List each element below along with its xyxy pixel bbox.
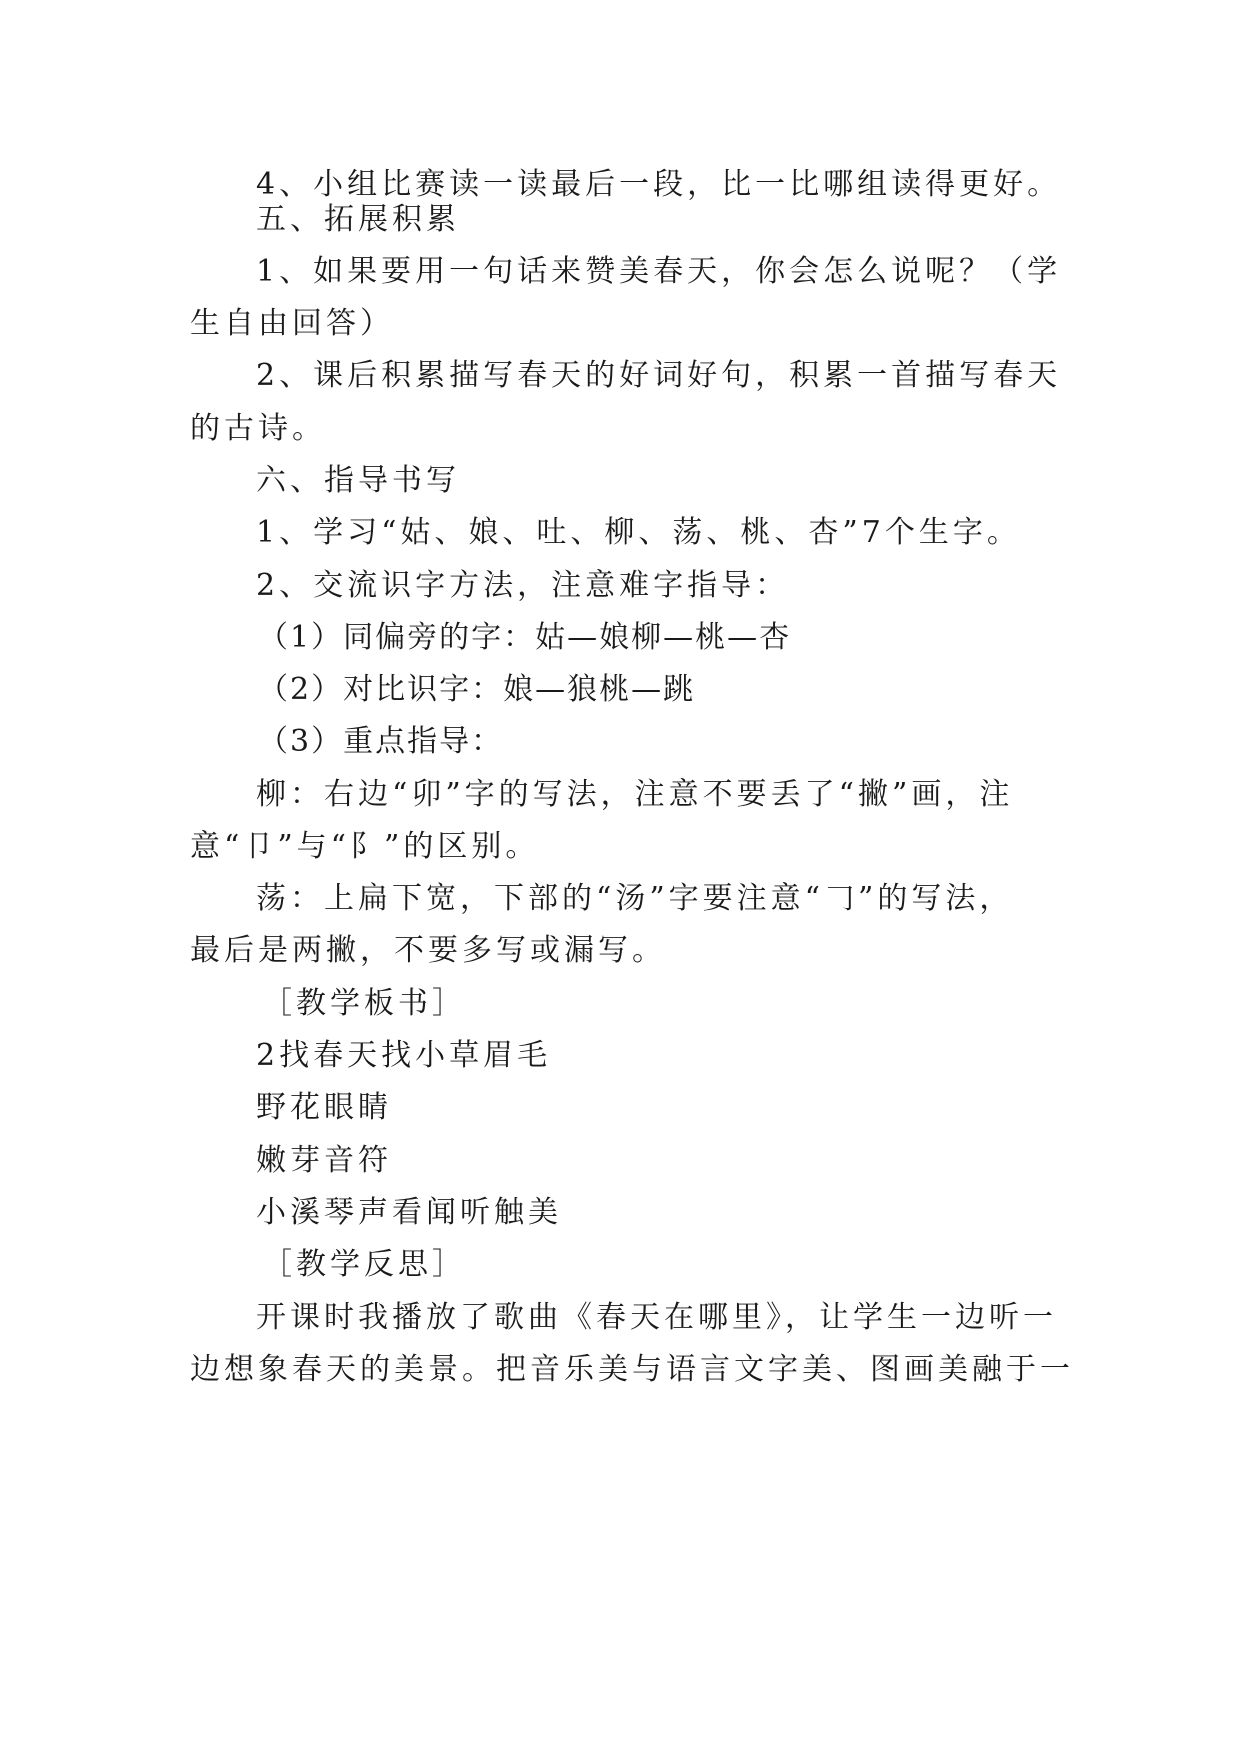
paragraph-praise-spring-line1: 1、如果要用一句话来赞美春天，你会怎么说呢？（学 (256, 254, 1062, 289)
paragraph-group-reading-contest: 4、小组比赛读一读最后一段，比一比哪组读得更好。 (256, 167, 1062, 202)
paragraph-liu-line2: 意“卩”与“阝”的区别。 (190, 829, 540, 864)
heading-section-five: 五、拓展积累 (256, 202, 460, 237)
board-line-2: 野花眼睛 (256, 1090, 392, 1125)
heading-teaching-reflection: ［教学反思］ (262, 1247, 466, 1282)
list-item-compare: （2）对比识字：娘—狼桃—跳 (258, 672, 696, 707)
board-line-4: 小溪琴声看闻听触美 (256, 1195, 562, 1230)
heading-section-six: 六、指导书写 (256, 463, 460, 498)
paragraph-liu-line1: 柳：右边“卯”字的写法，注意不要丢了“撇”画，注 (256, 777, 1014, 812)
paragraph-learn-characters: 1、学习“姑、娘、吐、柳、荡、桃、杏”7个生字。 (256, 515, 1021, 550)
board-line-1: 2找春天找小草眉毛 (256, 1038, 552, 1073)
paragraph-dang-line1: 荡：上扁下宽，下部的“汤”字要注意“𠃌”的写法， (256, 881, 1014, 916)
list-item-key-points: （3）重点指导： (258, 724, 504, 759)
paragraph-accumulate-line1: 2、课后积累描写春天的好词好句，积累一首描写春天 (256, 358, 1062, 393)
paragraph-dang-line2: 最后是两撇，不要多写或漏写。 (190, 933, 666, 968)
paragraph-praise-spring-line2: 生自由回答） (190, 306, 394, 341)
paragraph-accumulate-line2: 的古诗。 (190, 411, 326, 446)
paragraph-exchange-methods: 2、交流识字方法，注意难字指导： (256, 568, 790, 603)
paragraph-reflection-line1: 开课时我播放了歌曲《春天在哪里》，让学生一边听一 (256, 1300, 1057, 1335)
list-item-same-radical: （1）同偏旁的字：姑—娘柳—桃—杏 (258, 620, 792, 655)
board-line-3: 嫩芽音符 (256, 1143, 392, 1178)
heading-board-writing: ［教学板书］ (262, 986, 466, 1021)
paragraph-reflection-line2: 边想象春天的美景。把音乐美与语言文字美、图画美融于一 (190, 1352, 1074, 1387)
